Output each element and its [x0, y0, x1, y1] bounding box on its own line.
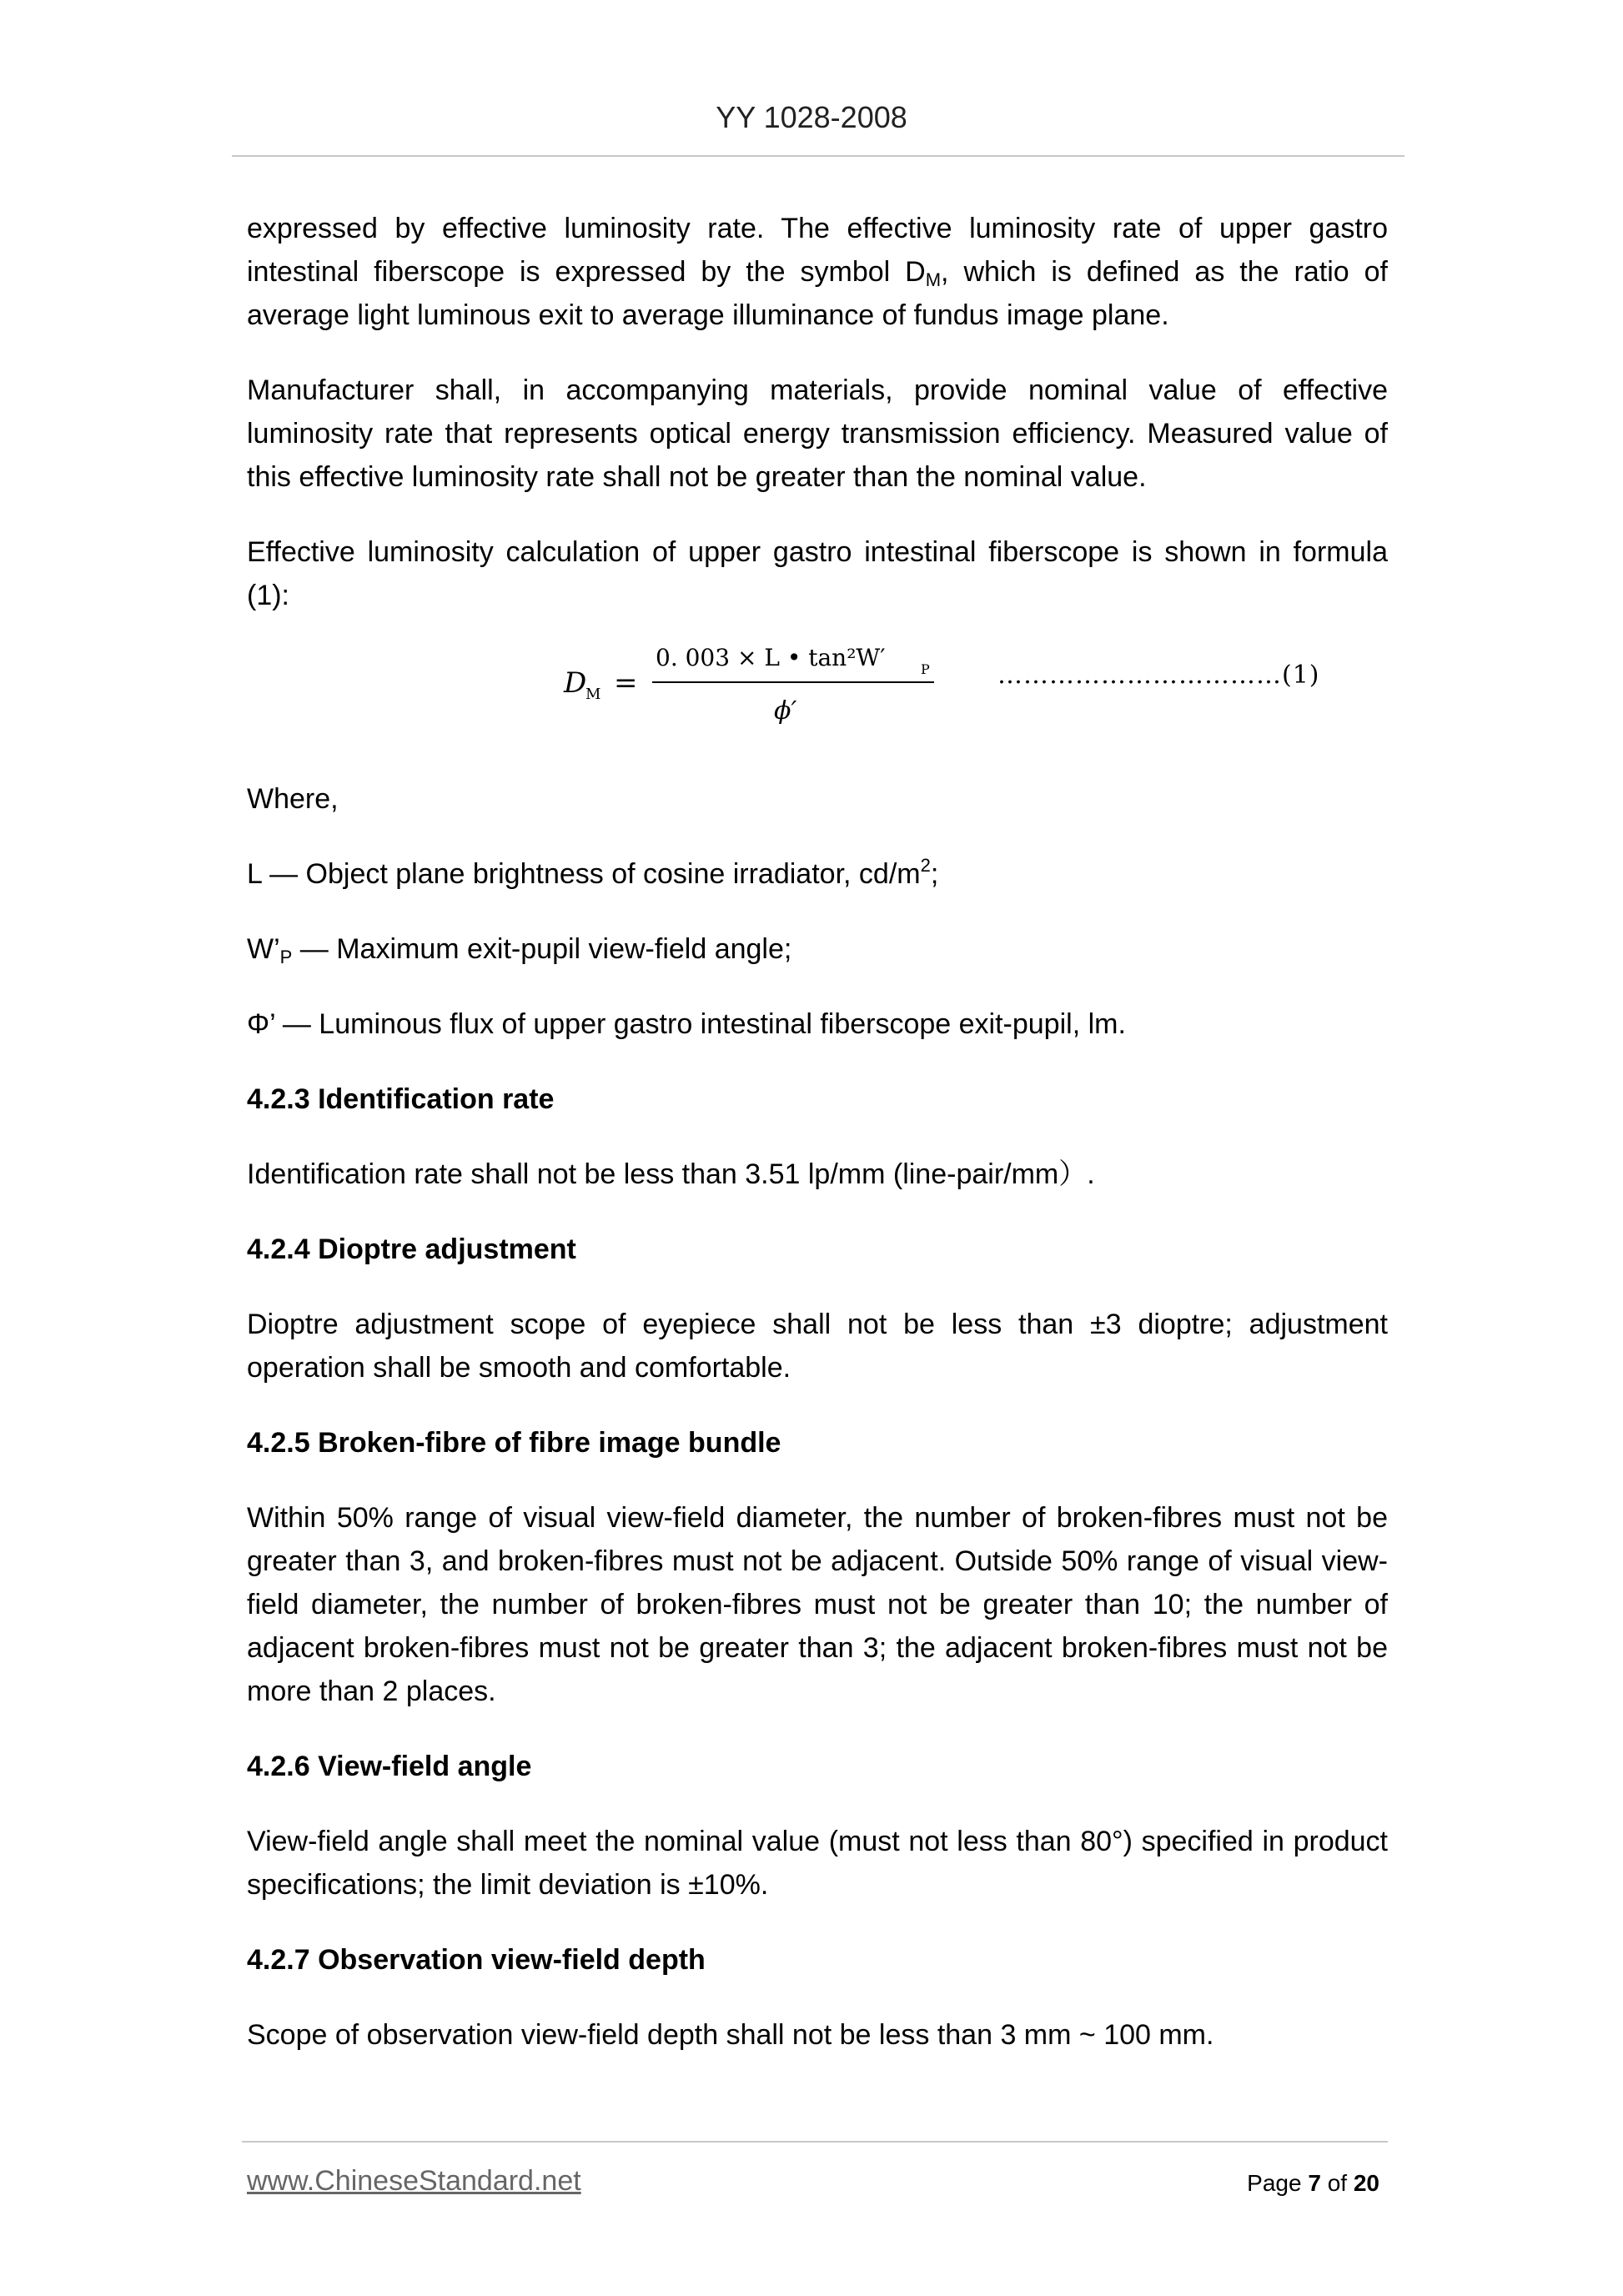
section-heading-4-2-7: 4.2.7 Observation view-field depth: [247, 1944, 706, 1976]
where-label: Where,: [247, 783, 339, 815]
p1-subscript: M: [925, 269, 942, 290]
section-heading-4-2-5: 4.2.5 Broken-fibre of fibre image bundle: [247, 1427, 781, 1459]
section-heading-4-2-3: 4.2.3 Identification rate: [247, 1083, 555, 1115]
footer-divider: [242, 2141, 1388, 2143]
paragraph-formula-intro: Effective luminosity calculation of upper gastro intestinal fiberscope is shown in formula (1):: [247, 536, 1388, 611]
formula-1: [247, 622, 1388, 731]
formula-graphic: [547, 622, 997, 731]
paragraph-manufacturer: Manufacturer shall, in accompanying materials, provide nominal value of effective luminosity rate that represents optical energy transmission efficiency. Measured value of this effective luminosity rate shall not be greater than the nominal value.: [247, 374, 1388, 493]
header-divider: [232, 155, 1404, 157]
formula-numerator-sub: P: [921, 661, 930, 677]
def-W-subscript: P: [279, 947, 293, 967]
definition-W: [247, 927, 1388, 971]
def-L-tail: ;: [930, 858, 939, 890]
page-current: 7: [1308, 2170, 1321, 2196]
formula-lhs: D: [564, 666, 587, 700]
document-body: [247, 207, 1388, 2057]
formula-lhs-sub: M: [585, 686, 601, 703]
formula-equals: =: [614, 666, 638, 700]
section-heading-4-2-4: 4.2.4 Dioptre adjustment: [247, 1233, 576, 1265]
section-text-4-2-5: Within 50% range of visual view-field diameter, the number of broken-fibres must not be greater than 3, and broken-fibres must not be adjacent. Outside 50% range of visual view-field diameter, the number of broken-fibres must not be greater than 10; the number of adjacent broken-fibres must not be greater than 3; the adjacent broken-fibres must not be more than 2 places.: [247, 1502, 1388, 1707]
def-W-symbol: W’: [247, 933, 280, 965]
footer-website-link[interactable]: www.ChineseStandard.net: [247, 2165, 581, 2197]
section-text-4-2-7: Scope of observation view-field depth shall not be less than 3 mm ~ 100 mm.: [247, 2019, 1214, 2051]
formula-numerator: 0. 003 × L • tan²W′: [656, 644, 886, 671]
def-W-text: — Maximum exit-pupil view-field angle;: [292, 933, 792, 965]
page-label: Page: [1247, 2170, 1302, 2196]
paragraph-effective-luminosity: [247, 207, 1388, 337]
page-number: [1247, 2170, 1379, 2197]
section-text-4-2-4: Dioptre adjustment scope of eyepiece shall not be less than ±3 dioptre; adjustment operation shall be smooth and comfortable.: [247, 1309, 1388, 1384]
formula-number: ……………………………(1): [997, 661, 1320, 690]
section-text-4-2-6: View-field angle shall meet the nominal value (must not less than 80°) specified in product specifications; the limit deviation is ±10%.: [247, 1826, 1388, 1901]
definition-L: [247, 852, 1388, 896]
formula-denominator: ϕ′: [774, 696, 797, 726]
p1-text-a: expressed by effective luminosity rate. The effective luminosity rate of upper gastro intestinal fiberscope is expressed by the symbol D: [247, 213, 1388, 288]
def-L-superscript: 2: [920, 855, 931, 876]
page-total: 20: [1353, 2170, 1379, 2196]
p1-text-b: , which is defined as the ratio of average light luminous exit to average illuminance of fundus image plane.: [247, 256, 1389, 331]
section-heading-4-2-6: 4.2.6 View-field angle: [247, 1751, 532, 1782]
def-L-text: L — Object plane brightness of cosine irradiator, cd/m: [247, 858, 921, 890]
page-of: of: [1327, 2170, 1348, 2196]
definition-phi: Φ’ — Luminous flux of upper gastro intestinal fiberscope exit-pupil, lm.: [247, 1008, 1126, 1040]
page-header-title: YY 1028-2008: [716, 100, 907, 134]
section-text-4-2-3: Identification rate shall not be less than 3.51 lp/mm (line-pair/mm）.: [247, 1158, 1095, 1190]
